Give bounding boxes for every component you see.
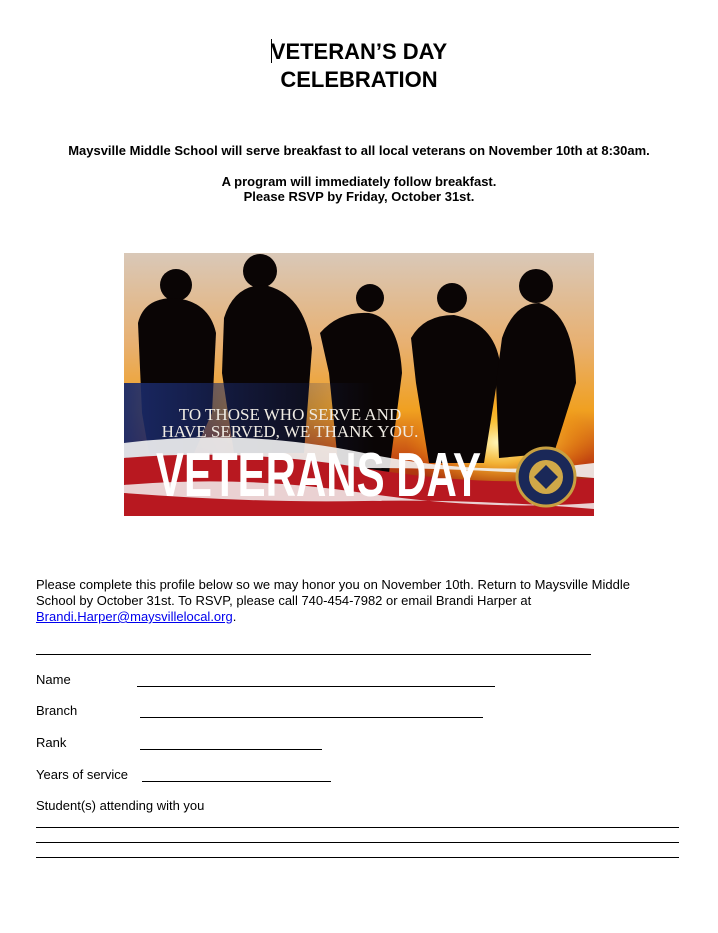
- banner-tagline-2: HAVE SERVED, WE THANK YOU.: [161, 422, 419, 441]
- years-of-service-label: Years of service: [36, 767, 129, 782]
- veterans-day-banner-image: [124, 253, 594, 516]
- branch-field[interactable]: [140, 717, 483, 718]
- branch-label: Branch: [36, 703, 78, 718]
- years-of-service-field[interactable]: [142, 781, 331, 782]
- army-reserve-seal: [517, 448, 575, 506]
- instructions-line-2: School by October 31st. To RSVP, please call 740-454-7982 or email Brandi Harper at: [36, 593, 532, 608]
- instructions-line-1: Please complete this profile below so we may honor you on November 10th. Return to Maysville Middle: [36, 577, 630, 592]
- rank-field[interactable]: [140, 749, 322, 750]
- students-label: Student(s) attending with you: [36, 798, 205, 813]
- intro-line-2: A program will immediately follow breakfast.: [221, 174, 497, 189]
- rank-label: Rank: [36, 735, 67, 750]
- intro-line-3: Please RSVP by Friday, October 31st.: [243, 189, 475, 204]
- period: .: [232, 609, 237, 624]
- instructions-line-3: [36, 609, 236, 625]
- students-field-line-3[interactable]: [36, 857, 679, 858]
- name-label: Name: [36, 672, 71, 687]
- divider-line: [36, 654, 591, 655]
- title-line-2: CELEBRATION: [280, 67, 438, 92]
- banner-headline: VETERANS DAY: [156, 441, 481, 510]
- students-field-line-2[interactable]: [36, 842, 679, 843]
- intro-line-1: Maysville Middle School will serve breakfast to all local veterans on November 10th at 8:30am.: [68, 143, 650, 158]
- title-line-1: [0, 38, 718, 66]
- name-field[interactable]: [137, 686, 495, 687]
- email-link[interactable]: Brandi.Harper@maysvillelocal.org: [36, 609, 233, 624]
- students-field-line-1[interactable]: [36, 827, 679, 828]
- title-text-1: VETERAN’S DAY: [270, 39, 448, 64]
- banner-tagline-1: TO THOSE WHO SERVE AND: [178, 405, 402, 424]
